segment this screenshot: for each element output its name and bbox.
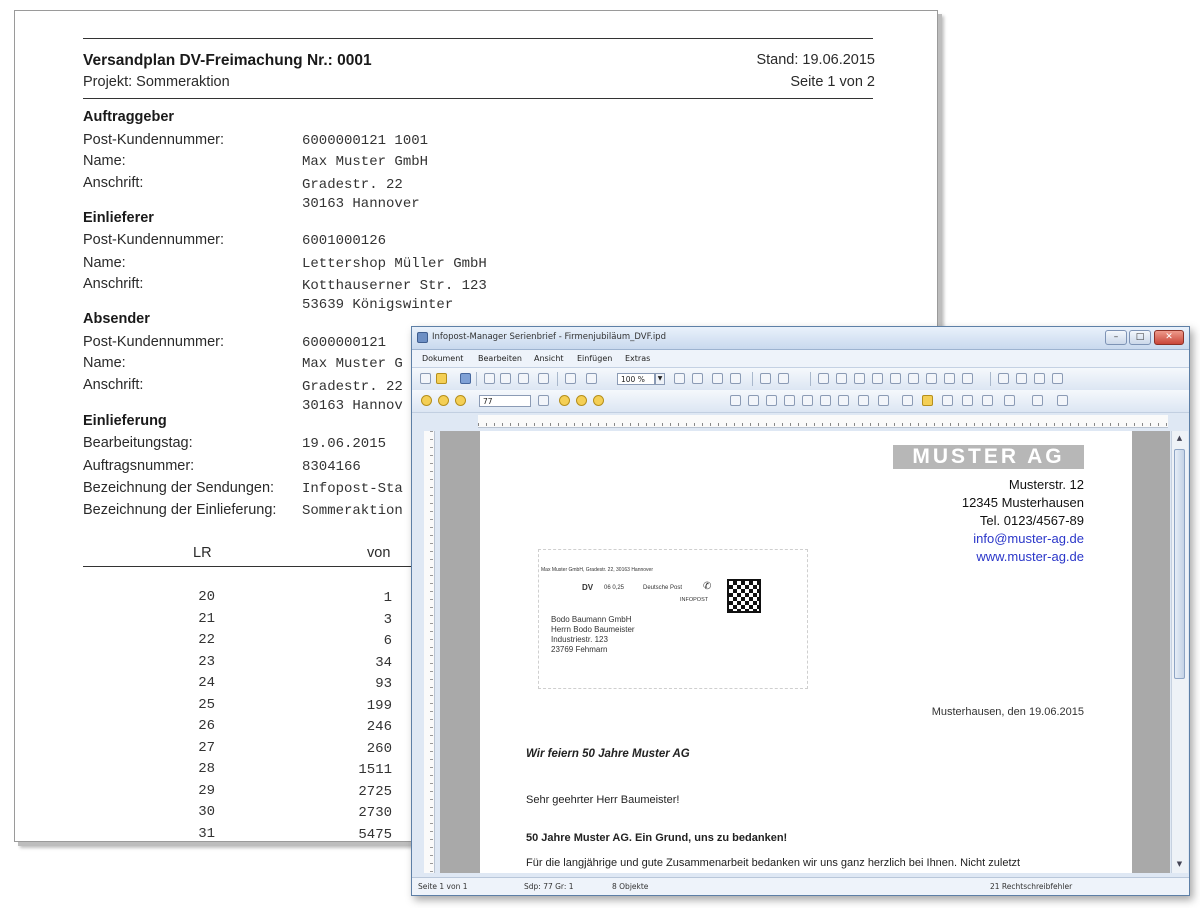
menu-dokument[interactable]: Dokument — [422, 354, 464, 363]
line-icon[interactable] — [802, 395, 813, 406]
recipient-line: Industriestr. 123 — [551, 635, 608, 644]
chevron-down-icon[interactable]: ▼ — [655, 373, 665, 385]
section-heading: Einlieferer — [83, 210, 154, 226]
field-value: Gradestr. 22 — [302, 177, 403, 193]
salutation: Sehr geehrter Herr Baumeister! — [526, 794, 680, 806]
replace-icon[interactable] — [712, 373, 723, 384]
address-line: Musterstr. 12 — [1008, 477, 1084, 492]
letter-headline: Wir feiern 50 Jahre Muster AG — [526, 748, 690, 760]
field-value: Max Muster GmbH — [302, 154, 429, 170]
minimize-button[interactable]: – — [1105, 330, 1127, 345]
record-field[interactable]: 77 — [479, 395, 531, 407]
table-cell-von: 1511 — [358, 762, 392, 778]
field-value: Gradestr. 22 — [302, 379, 403, 395]
status-position: Sdp: 77 Gr: 1 — [524, 882, 574, 891]
status-spelling: 21 Rechtschreibfehler — [990, 882, 1073, 891]
serienbrief-window — [411, 326, 1190, 896]
table-header-von: von — [367, 545, 391, 561]
field-label: Anschrift: — [83, 175, 144, 191]
field-label: Post-Kundennummer: — [83, 334, 225, 350]
color-icon[interactable] — [1052, 373, 1063, 384]
layer-icon[interactable] — [982, 395, 993, 406]
company-logo: MUSTER AG — [893, 445, 1084, 469]
grid-icon[interactable] — [962, 395, 973, 406]
table-cell-von: 5475 — [358, 826, 392, 842]
field-label: Post-Kundennummer: — [83, 232, 225, 248]
wrap-icon[interactable] — [748, 395, 759, 406]
field-label: Bezeichnung der Sendungen: — [83, 480, 275, 496]
section-heading: Auftraggeber — [83, 109, 175, 125]
table-cell-lr: 21 — [198, 610, 215, 627]
field-label: Post-Kundennummer: — [83, 132, 225, 148]
menu-einfuegen[interactable]: Einfügen — [577, 354, 613, 363]
franking-code: 06 0,25 — [604, 585, 625, 591]
window-icon[interactable] — [942, 395, 953, 406]
table-cell-von: 34 — [375, 654, 392, 671]
toolbar-separator — [557, 372, 558, 386]
field-value: 19.06.2015 — [302, 436, 387, 452]
align-left-icon[interactable] — [760, 373, 771, 384]
status-page: Seite 1 von 1 — [418, 882, 468, 891]
page-margin-right — [1132, 431, 1170, 873]
franking-dv: DV — [582, 583, 594, 592]
recipient-line: Herrn Bodo Baumeister — [551, 625, 635, 634]
prev-record-icon[interactable] — [438, 395, 449, 406]
field-label: Name: — [83, 255, 126, 271]
numbering-icon[interactable] — [944, 373, 955, 384]
toolbar-separator — [752, 372, 753, 386]
help-icon[interactable] — [1057, 395, 1068, 406]
vertical-scrollbar[interactable] — [1171, 431, 1188, 873]
toolbar-separator — [990, 372, 991, 386]
standard-toolbar — [412, 368, 1189, 391]
maximize-button[interactable]: □ — [1129, 330, 1151, 345]
sheet-icon[interactable] — [902, 395, 913, 406]
plan-title: Versandplan DV-Freimachung Nr.: 0001 — [83, 52, 372, 69]
merge-toolbar — [412, 390, 1189, 413]
tools-icon[interactable] — [1032, 395, 1043, 406]
insert-field-icon[interactable] — [730, 395, 741, 406]
app-icon — [417, 332, 428, 343]
status-bar — [412, 877, 1189, 896]
recipient-line: 23769 Fehmarn — [551, 645, 608, 654]
datamatrix-code — [727, 579, 761, 613]
field-value: 6001000126 — [302, 233, 387, 249]
box-icon[interactable] — [820, 395, 831, 406]
barcode-icon[interactable] — [858, 395, 869, 406]
field-label: Auftragsnummer: — [83, 458, 195, 474]
group-icon[interactable] — [838, 395, 849, 406]
find-icon[interactable] — [692, 373, 703, 384]
underline-icon[interactable] — [854, 373, 865, 384]
field-value: 30163 Hannover — [302, 196, 420, 212]
table-cell-lr: 30 — [198, 804, 215, 820]
stamp-icon[interactable] — [878, 395, 889, 406]
table-cell-von: 2725 — [358, 783, 392, 800]
table-cell-lr: 29 — [198, 782, 215, 799]
field-label: Bearbeitungstag: — [83, 435, 193, 451]
field-value: Lettershop Müller GmbH — [302, 256, 487, 272]
field-value: 53639 Königswinter — [302, 297, 454, 313]
strikethrough-icon[interactable] — [872, 373, 883, 384]
next-record-icon[interactable] — [455, 395, 466, 406]
field-label: Name: — [83, 153, 126, 169]
table-cell-lr: 23 — [198, 653, 215, 670]
toolbar-separator — [476, 372, 477, 386]
top-rule — [83, 38, 873, 39]
table-cell-von: 199 — [366, 697, 392, 714]
undo-icon[interactable] — [484, 373, 495, 384]
zoom-select[interactable]: 100 % ▼ — [617, 373, 655, 385]
table-icon[interactable] — [998, 373, 1009, 384]
print-icon[interactable] — [518, 373, 529, 384]
scroll-up-icon[interactable]: ▲ — [1176, 434, 1183, 442]
plan-project: Projekt: Sommeraktion — [83, 74, 230, 90]
field-value: Max Muster G — [302, 356, 403, 372]
horizontal-ruler — [478, 415, 1168, 428]
table-cell-von: 6 — [383, 633, 392, 649]
address-line: Tel. 0123/4567-89 — [979, 513, 1084, 528]
arrow-icon[interactable] — [784, 395, 795, 406]
letter-subhead: 50 Jahre Muster AG. Ein Grund, uns zu bedanken! — [526, 832, 788, 844]
close-button[interactable]: ✕ — [1154, 330, 1184, 345]
recipient-line: Bodo Baumann GmbH — [551, 615, 632, 624]
vertical-ruler — [424, 431, 435, 873]
scroll-down-icon[interactable]: ▼ — [1176, 860, 1183, 868]
table-cell-von: 2730 — [358, 805, 392, 821]
field-value: 8304166 — [302, 459, 361, 475]
web-link[interactable]: www.muster-ag.de — [976, 549, 1084, 564]
section-heading: Absender — [83, 311, 150, 327]
table-cell-lr: 28 — [198, 761, 215, 777]
page-margin-left — [440, 431, 480, 873]
copy-icon[interactable] — [586, 373, 597, 384]
field-label: Name: — [83, 355, 126, 371]
field-value: Infopost-Sta — [302, 481, 403, 497]
merge-first-icon[interactable] — [559, 395, 570, 406]
paste-icon[interactable] — [674, 373, 685, 384]
field-label: Bezeichnung der Einlieferung: — [83, 502, 277, 518]
new-document-icon[interactable] — [420, 373, 431, 384]
image-icon[interactable] — [1016, 373, 1027, 384]
field-value: 6000000121 — [302, 335, 387, 351]
email-link[interactable]: info@muster-ag.de — [973, 531, 1084, 546]
abc-icon[interactable] — [1004, 395, 1015, 406]
address-line: 12345 Musterhausen — [961, 495, 1084, 510]
table-cell-lr: 20 — [198, 589, 215, 605]
field-label: Anschrift: — [83, 276, 144, 292]
open-folder-icon[interactable] — [436, 373, 447, 384]
franking-product: INFOPOST — [680, 597, 709, 603]
field-value: Sommeraktion — [302, 503, 403, 519]
table-cell-lr: 27 — [198, 739, 215, 756]
header-rule — [83, 98, 873, 99]
table-cell-lr: 24 — [198, 675, 215, 691]
spellcheck-icon[interactable] — [538, 373, 549, 384]
table-cell-von: 1 — [383, 590, 392, 606]
table-cell-lr: 31 — [198, 825, 215, 842]
folder-icon[interactable] — [922, 395, 933, 406]
cut-icon[interactable] — [565, 373, 576, 384]
table-cell-von: 93 — [375, 676, 392, 692]
italic-icon[interactable] — [836, 373, 847, 384]
frame-icon[interactable] — [1034, 373, 1045, 384]
format-icon[interactable] — [730, 373, 741, 384]
plan-page: Seite 1 von 2 — [790, 74, 875, 90]
posthorn-icon: ✆ — [703, 581, 712, 592]
menu-extras[interactable]: Extras — [625, 354, 651, 363]
table-header-lr: LR — [193, 545, 212, 561]
table-cell-lr: 26 — [198, 718, 215, 734]
field-value: Kotthauserner Str. 123 — [302, 278, 487, 294]
redo-icon[interactable] — [500, 373, 511, 384]
field-value: 30163 Hannov — [302, 398, 403, 414]
window-title: Infopost-Manager Serienbrief - Firmenjubiläum_DVF.ipd — [432, 332, 666, 342]
table-cell-lr: 25 — [198, 696, 215, 713]
superscript-icon[interactable] — [890, 373, 901, 384]
indent-icon[interactable] — [962, 373, 973, 384]
menu-bearbeiten[interactable]: Bearbeiten — [478, 354, 522, 363]
align-center-icon[interactable] — [778, 373, 789, 384]
letter-body: Für die langjährige und gute Zusammenarbeit bedanken wir uns ganz herzlich bei Ihnen. Nicht zuletzt — [526, 857, 1021, 869]
section-heading: Einlieferung — [83, 413, 167, 429]
status-objects: 8 Objekte — [612, 882, 649, 891]
menu-ansicht[interactable]: Ansicht — [534, 354, 564, 363]
franking-carrier: Deutsche Post — [643, 585, 683, 591]
menu-bar — [412, 350, 1189, 368]
table-cell-von: 3 — [383, 611, 392, 628]
bullets-icon[interactable] — [926, 373, 937, 384]
field-label: Anschrift: — [83, 377, 144, 393]
scroll-thumb[interactable] — [1174, 449, 1185, 679]
field-value: 6000000121 1001 — [302, 133, 429, 149]
save-icon[interactable] — [460, 373, 471, 384]
merge-prev-icon[interactable] — [576, 395, 587, 406]
binoculars-icon[interactable] — [538, 395, 549, 406]
subscript-icon[interactable] — [908, 373, 919, 384]
table-cell-von: 246 — [366, 719, 392, 735]
table-cell-lr: 22 — [198, 632, 215, 648]
plan-stand: Stand: 19.06.2015 — [756, 52, 875, 68]
title-bar[interactable] — [412, 327, 1189, 350]
date-line: Musterhausen, den 19.06.2015 — [931, 706, 1084, 718]
move-icon[interactable] — [766, 395, 777, 406]
sender-line: Max Muster GmbH, Gradestr. 22, 30163 Hannover — [541, 567, 653, 573]
merge-next-icon[interactable] — [593, 395, 604, 406]
toolbar-separator — [810, 372, 811, 386]
table-cell-von: 260 — [366, 740, 392, 757]
letter-page[interactable] — [480, 431, 1132, 873]
bold-icon[interactable] — [818, 373, 829, 384]
first-record-icon[interactable] — [421, 395, 432, 406]
